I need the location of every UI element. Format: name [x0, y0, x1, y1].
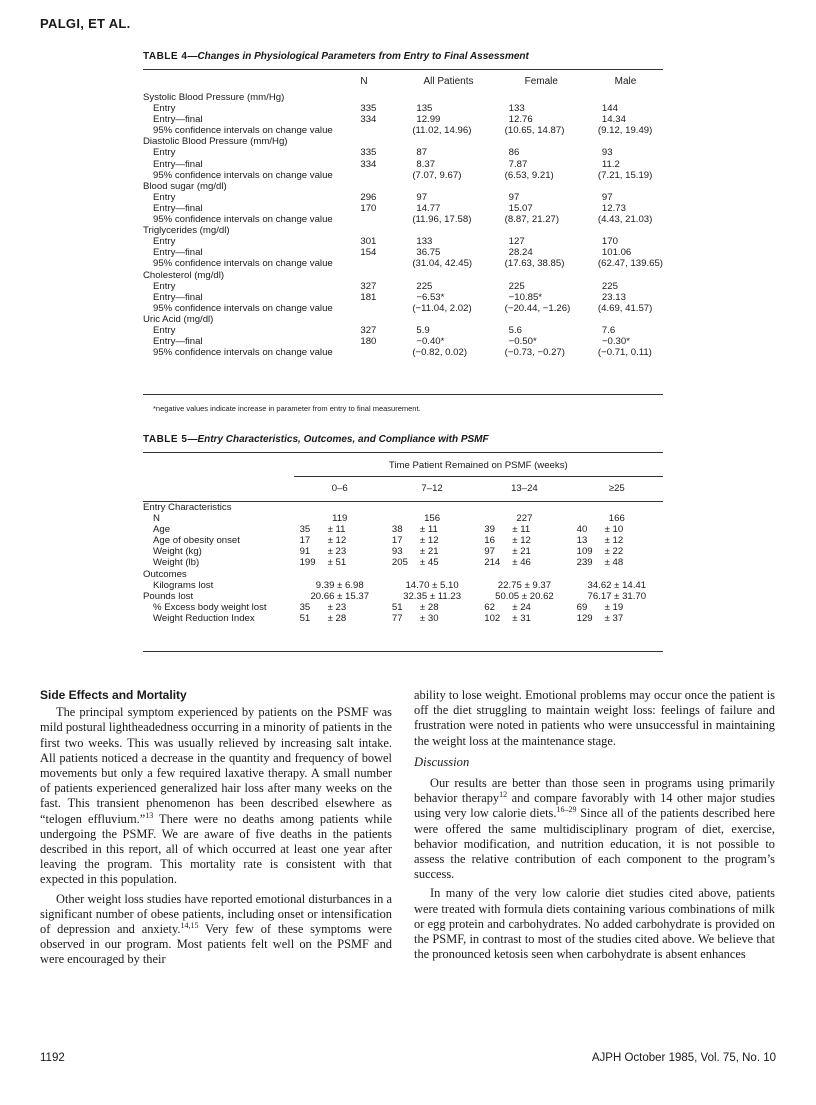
table4-cell-all: 5.9 — [416, 324, 430, 336]
table5-mean: 91 — [299, 546, 311, 558]
table4-row-label: Entry—final — [153, 336, 203, 348]
table4-row — [143, 292, 663, 303]
table5-column-header: 13–24 — [478, 477, 570, 502]
table5-sd: ± 12 — [604, 535, 624, 547]
table4-cell-female: −10.85* — [508, 291, 543, 303]
table5-cell: 22.75 ± 9.37 — [497, 579, 552, 591]
table5-sd: ± 23 — [327, 601, 347, 613]
paragraph: Other weight loss studies have reported emotional disturbances in a significant number of obese patients, including onset or intensification of depression and anxiety.$^{14,15}$ Very few of these symptoms were observed in our program. Most patients felt well on the PSMF and were encouraged by their — [40, 891, 392, 967]
table5-cell — [294, 557, 386, 568]
table4-row — [143, 170, 663, 181]
table4-row — [143, 347, 663, 358]
table5-sd: ± 28 — [419, 601, 439, 613]
table4-cell-male: 101.06 — [601, 247, 632, 259]
table4-cell-n: 181 — [360, 291, 377, 303]
table5-row-label: Pounds lost — [143, 590, 194, 602]
table5-sd: ± 45 — [419, 557, 439, 569]
table4-column-header: All Patients — [423, 76, 474, 87]
table4-cell-female: 28.24 — [508, 247, 533, 259]
table5-cell: 20.66 ± 15.37 — [310, 590, 370, 602]
table5-cell: 156 — [424, 513, 441, 525]
table5-cell — [294, 613, 386, 624]
table4-row — [143, 114, 663, 125]
table5-bottom-rule — [143, 651, 663, 652]
table5-sd: ± 46 — [512, 557, 531, 569]
table4-cell-male: 225 — [601, 280, 618, 292]
citation: 16–29 — [556, 805, 577, 815]
table5-mean: 38 — [391, 524, 403, 536]
paragraph: In many of the very low calorie diet studies cited above, patients were treated with formula diets containing various combinations of milk or egg protein and carbohydrates. No added carbohydrate is provided on the PSMF, in contrast to most of the studies cited above. We believe that the pronounced ketosis seen when carbohydrate is absent enhances — [414, 886, 775, 962]
table5-cell: 76.17 ± 31.70 — [587, 590, 647, 602]
table4 — [143, 72, 663, 358]
paragraph: Our results are better than those seen in programs using primarily behavior therapy$^{12}$ and compare favorably with 14 other major studies using very low calorie diets.$^{16-29}$ Since all of the patients described here were offered the same multidisciplinary program of diet, exercise, behavior modification, and nutrition education, it is not possible to assess the relative contribution of each component to the program’s success. — [414, 776, 775, 882]
table4-row-label: Entry—final — [153, 291, 203, 303]
table4-column-header: Female — [524, 76, 558, 87]
table4-cell-female: 225 — [508, 280, 525, 292]
table4-group-label: Cholesterol (mg/dl) — [143, 269, 225, 281]
table4-cell-male: 97 — [601, 191, 613, 203]
table5-sd: ± 23 — [327, 546, 347, 558]
table4-row-label: 95% confidence intervals on change value — [153, 302, 333, 314]
table4-cell-n: 334 — [360, 158, 377, 170]
table4-cell-female: 7.87 — [508, 158, 528, 170]
table4-row — [143, 258, 663, 269]
table4-row — [143, 214, 663, 225]
table4-cell-all: 133 — [416, 236, 433, 248]
table5-cell — [294, 535, 386, 546]
table5-sd: ± 19 — [604, 601, 624, 613]
table5-sd: ± 12 — [419, 535, 439, 547]
table4-cell-male: 7.6 — [601, 324, 616, 336]
table4-group-label: Systolic Blood Pressure (mm/Hg) — [143, 92, 285, 103]
citation: 12 — [499, 790, 508, 800]
table5-row-label: Weight (lb) — [153, 557, 200, 569]
table5-cell: 227 — [516, 513, 533, 525]
table5-row-label: N — [153, 513, 160, 525]
table4-row-label: 95% confidence intervals on change value — [153, 347, 333, 359]
table5-header-blank — [143, 477, 294, 502]
table5-group-label: Outcomes — [143, 568, 187, 580]
table4-cell-female: 12.76 — [508, 114, 533, 126]
table4-cell-male: (4.43, 21.03) — [597, 214, 653, 226]
table4-cell-female: (−0.73, −0.27) — [504, 347, 565, 359]
table5-mean: 77 — [391, 612, 403, 624]
table5-row-label: Kilograms lost — [153, 579, 214, 591]
table5-cell — [386, 557, 478, 568]
table4-group-row — [143, 181, 663, 192]
table5-sd: ± 12 — [327, 535, 347, 547]
table4-cell-n — [360, 214, 402, 225]
table5-cell — [386, 546, 478, 557]
table4-row-label: Entry — [153, 147, 176, 159]
table5-mean: 199 — [299, 557, 316, 569]
table4-group-label: Uric Acid (mg/dl) — [143, 313, 214, 325]
table4-cell-female: (8.87, 21.27) — [504, 214, 560, 226]
table4-cell-all: −6.53* — [416, 291, 445, 303]
table4-row — [143, 236, 663, 247]
table5-cell — [571, 602, 663, 613]
table4-header-row — [143, 72, 663, 92]
table4-cell-n: 327 — [360, 280, 377, 292]
table4-cell-male: 170 — [601, 236, 618, 248]
table4-row — [143, 247, 663, 258]
table5-mean: 102 — [484, 612, 501, 624]
table4-row — [143, 325, 663, 336]
table5-row — [143, 535, 663, 546]
table5-row-label: Weight (kg) — [153, 546, 202, 558]
table4-cell-all: (−11.04, 2.02) — [412, 302, 472, 314]
table5-mean: 51 — [391, 601, 403, 613]
table5-cell — [478, 524, 570, 535]
table4-cell-all: −0.40* — [416, 336, 445, 348]
table4-cell-all: 97 — [416, 191, 428, 203]
table4-cell-all: 225 — [416, 280, 433, 292]
table4-cell-female: 86 — [508, 147, 520, 159]
table5-row — [143, 602, 663, 613]
table5-cell — [386, 535, 478, 546]
section-heading-discussion: Discussion — [414, 754, 470, 769]
table4-cell-all: 135 — [416, 103, 433, 115]
table5-cell — [386, 524, 478, 535]
table4-caption — [143, 51, 529, 62]
table5-cell — [478, 546, 570, 557]
table4-cell-n: 334 — [360, 114, 377, 126]
table5-cell — [571, 535, 663, 546]
table4-cell-female: 15.07 — [508, 202, 533, 214]
table4-cell-n: 301 — [360, 236, 377, 248]
table5-mean: 93 — [391, 546, 403, 558]
table4-row-label: Entry — [153, 324, 176, 336]
table5-sd: ± 31 — [512, 612, 531, 624]
table4-row — [143, 125, 663, 136]
table5-header-blank — [143, 456, 294, 477]
table5-row — [143, 524, 663, 535]
table4-cell-all: 12.99 — [416, 114, 441, 126]
table5-row — [143, 513, 663, 524]
table4-group-row — [143, 314, 663, 325]
table4-label: TABLE 4 — [143, 51, 188, 62]
citation: 14,15 — [180, 920, 199, 930]
table4-cell-n: 327 — [360, 324, 377, 336]
table4-cell-n: 170 — [360, 202, 377, 214]
table4-cell-n — [360, 125, 402, 136]
table5-sd: ± 11 — [419, 524, 438, 536]
table4-cell-female: (−20.44, −1.26) — [504, 302, 571, 314]
table4-cell-all: (31.04, 42.45) — [412, 258, 473, 270]
table4-row-label: Entry—final — [153, 247, 203, 259]
table5-sd: ± 10 — [604, 524, 624, 536]
table4-group-row — [143, 225, 663, 236]
table5-column-header: 7–12 — [386, 477, 478, 502]
table4-row — [143, 192, 663, 203]
table5-cell — [478, 557, 570, 568]
table4-cell-male: 144 — [601, 103, 618, 115]
table4-cell-male: −0.30* — [601, 336, 630, 348]
right-column — [414, 688, 775, 962]
running-head: PALGI, ET AL. — [40, 16, 131, 31]
table5-cell — [478, 613, 570, 624]
table4-cell-n — [360, 170, 402, 181]
table5-row-label: % Excess body weight lost — [153, 601, 267, 613]
table4-group-label: Triglycerides (mg/dl) — [143, 225, 230, 237]
table5-column-header: 0–6 — [294, 477, 386, 502]
table4-row-label: Entry — [153, 191, 176, 203]
table5-cell — [478, 602, 570, 613]
table4-title: —Changes in Physiological Parameters from Entry to Final Assessment — [187, 51, 529, 62]
table5-caption — [143, 434, 489, 445]
table5-mean: 35 — [299, 601, 311, 613]
table4-group-row — [143, 92, 663, 103]
table4-row-label: Entry — [153, 103, 176, 115]
journal-citation: AJPH October 1985, Vol. 75, No. 10 — [591, 1052, 776, 1064]
table5-row — [143, 580, 663, 591]
table5-sd: ± 51 — [327, 557, 347, 569]
table5-column-header: ≥25 — [571, 477, 663, 502]
table4-cell-male: (62.47, 139.65) — [597, 258, 663, 270]
table5-cell — [571, 613, 663, 624]
table5-sd: ± 30 — [419, 612, 439, 624]
table5-row — [143, 557, 663, 568]
table4-footnote: *negative values indicate increase in parameter from entry to final measurement. — [153, 404, 421, 413]
table4-cell-all: (7.07, 9.67) — [412, 169, 462, 181]
table4-cell-female: 5.6 — [508, 324, 523, 336]
table5-cell — [294, 524, 386, 535]
table4-cell-all: (11.96, 17.58) — [412, 214, 472, 226]
table5-group-row — [143, 569, 663, 580]
table5-row-label: Age — [153, 524, 171, 536]
table5-row — [143, 591, 663, 602]
table5-cell — [294, 602, 386, 613]
table5-mean: 214 — [484, 557, 501, 569]
table4-cell-male: 93 — [601, 147, 613, 159]
table4-cell-all: 87 — [416, 147, 428, 159]
table5-cell — [386, 613, 478, 624]
table5-mean: 205 — [391, 557, 408, 569]
table5-mean: 239 — [576, 557, 593, 569]
table4-row-label: 95% confidence intervals on change value — [153, 125, 333, 137]
table5-group-row — [143, 502, 663, 514]
table5-sd: ± 11 — [512, 524, 531, 536]
table4-cell-male: (9.12, 19.49) — [597, 125, 653, 137]
table5-mean: 16 — [484, 535, 495, 547]
table4-cell-n — [360, 258, 402, 269]
table4-row-label: Entry—final — [153, 202, 203, 214]
table5-top-rule — [143, 452, 663, 453]
table4-cell-male: 12.73 — [601, 202, 626, 214]
table5-cell: 34.62 ± 14.41 — [587, 579, 647, 591]
table5-cell — [571, 546, 663, 557]
table4-row-label: Entry — [153, 280, 176, 292]
table4-group-row — [143, 136, 663, 147]
table5-title: —Entry Characteristics, Outcomes, and Compliance with PSMF — [187, 434, 489, 445]
table4-row — [143, 203, 663, 214]
table4-bottom-rule — [143, 394, 663, 395]
table5-sd: ± 28 — [327, 612, 347, 624]
page-number: 1192 — [40, 1052, 65, 1064]
table4-cell-all: (−0.82, 0.02) — [412, 347, 468, 359]
table4-row — [143, 281, 663, 292]
table5-row-label: Weight Reduction Index — [153, 612, 255, 624]
table5-cell: 14.70 ± 5.10 — [405, 579, 459, 591]
table5-mean: 109 — [576, 546, 593, 558]
table5-sd: ± 11 — [327, 524, 346, 536]
section-heading-side-effects: Side Effects and Mortality — [40, 688, 187, 702]
table5-mean: 97 — [484, 546, 495, 558]
left-column — [40, 688, 392, 968]
table4-row-label: 95% confidence intervals on change value — [153, 169, 333, 181]
table5-mean: 35 — [299, 524, 311, 536]
table4-top-rule — [143, 69, 663, 70]
table4-cell-all: (11.02, 14.96) — [412, 125, 472, 137]
table4-cell-male: 23.13 — [601, 291, 626, 303]
table4-cell-female: (17.63, 38.85) — [504, 258, 565, 270]
table5-row-label: Age of obesity onset — [153, 535, 240, 547]
table4-cell-female: 127 — [508, 236, 525, 248]
table5-cell: 119 — [332, 513, 348, 525]
table5-mean: 62 — [484, 601, 495, 613]
table5-sd: ± 21 — [512, 546, 531, 558]
table4-cell-n: 154 — [360, 247, 377, 259]
table5-group-label: Entry Characteristics — [143, 502, 663, 514]
table5-cell: 166 — [608, 513, 625, 525]
table4-cell-male: 11.2 — [601, 158, 620, 170]
table4-row-label: 95% confidence intervals on change value — [153, 258, 333, 270]
table5-cell — [478, 535, 570, 546]
table4-cell-male: 14.34 — [601, 114, 626, 126]
table5-header-row — [143, 477, 663, 502]
table5-sd: ± 37 — [604, 612, 624, 624]
table4-cell-female: (10.65, 14.87) — [504, 125, 565, 137]
table4-cell-female: (6.53, 9.21) — [504, 169, 554, 181]
table4-row — [143, 147, 663, 158]
table5-spanner-row — [143, 456, 663, 477]
table4-row — [143, 303, 663, 314]
table5-mean: 39 — [484, 524, 495, 536]
table4-row-label: Entry—final — [153, 114, 203, 126]
table4-cell-female: −0.50* — [508, 336, 537, 348]
table4-cell-n: 335 — [360, 103, 377, 115]
table5-cell: 9.39 ± 6.98 — [315, 579, 364, 591]
table5-row — [143, 613, 663, 624]
citation: 13 — [145, 810, 154, 820]
table5-cell — [294, 546, 386, 557]
table4-row — [143, 336, 663, 347]
table4-cell-all: 14.77 — [416, 202, 441, 214]
table5-sd: ± 48 — [604, 557, 624, 569]
table4-cell-male: (4.69, 41.57) — [597, 302, 653, 314]
table5-cell: 50.05 ± 20.62 — [495, 590, 554, 602]
table4-row-label: Entry—final — [153, 158, 203, 170]
table5 — [143, 456, 663, 624]
table4-cell-male: (7.21, 15.19) — [597, 169, 653, 181]
table5-sd: ± 24 — [512, 601, 531, 613]
table5-mean: 13 — [576, 535, 588, 547]
table5-sd: ± 22 — [604, 546, 624, 558]
paragraph: The principal symptom experienced by patients on the PSMF was mild postural lightheadedness occurring in a minority of patients in the first two weeks. This was usually relieved by increasing salt intake. All patients noticed a decrease in the quantity and frequency of bowel movements but only a few required laxative therapy. A small number of patients experienced generalized hair loss after many weeks on the fast. This transient phenomenon has been described elsewhere as “telogen effluvium.”$^{13}$ There were no deaths among patients while undergoing the PSMF. We are aware of five deaths in the patients described in this report, all of which occurred at least one year after leaving the program. This mortality rate is consistent with that expected in this population. — [40, 705, 392, 887]
table5-mean: 40 — [576, 524, 588, 536]
table4-header-blank — [143, 72, 360, 92]
table5-mean: 129 — [576, 612, 593, 624]
table4-cell-male: (−0.71, 0.11) — [597, 347, 652, 359]
table5-row — [143, 546, 663, 557]
table5-mean: 17 — [391, 535, 403, 547]
table4-row — [143, 103, 663, 114]
table5-mean: 51 — [299, 612, 311, 624]
table4-column-header: Male — [614, 76, 637, 87]
table5-sd: ± 12 — [512, 535, 531, 547]
table4-group-label: Diastolic Blood Pressure (mm/Hg) — [143, 136, 288, 148]
table4-cell-female: 97 — [508, 191, 520, 203]
table4-group-row — [143, 270, 663, 281]
table5-mean: 69 — [576, 601, 588, 613]
paragraph: ability to lose weight. Emotional problems may occur once the patient is off the diet struggling to maintain weight loss: feelings of failure and frustration were noted in patients who were unsuccessful in maintaining the weight loss at the maintenance stage. — [414, 688, 775, 748]
table4-cell-n — [360, 303, 402, 314]
table4-cell-n — [360, 347, 402, 358]
table5-spanner: Time Patient Remained on PSMF (weeks) — [388, 460, 568, 472]
table4-cell-n: 180 — [360, 336, 377, 348]
table4-cell-n: 296 — [360, 191, 377, 203]
table4-row-label: 95% confidence intervals on change value — [153, 214, 333, 226]
table4-row — [143, 159, 663, 170]
table4-group-label: Blood sugar (mg/dl) — [143, 180, 227, 192]
table4-cell-all: 8.37 — [416, 158, 436, 170]
table4-cell-n: 335 — [360, 147, 377, 159]
table5-label: TABLE 5 — [143, 434, 188, 445]
table5-sd: ± 21 — [419, 546, 439, 558]
table5-mean: 17 — [299, 535, 311, 547]
table5-cell — [571, 557, 663, 568]
table4-column-header: N — [360, 76, 368, 87]
table4-row-label: Entry — [153, 236, 176, 248]
table4-cell-female: 133 — [508, 103, 525, 115]
table5-cell: 32.35 ± 11.23 — [403, 590, 462, 602]
table5-cell — [386, 602, 478, 613]
table4-cell-all: 36.75 — [416, 247, 441, 259]
table5-cell — [571, 524, 663, 535]
